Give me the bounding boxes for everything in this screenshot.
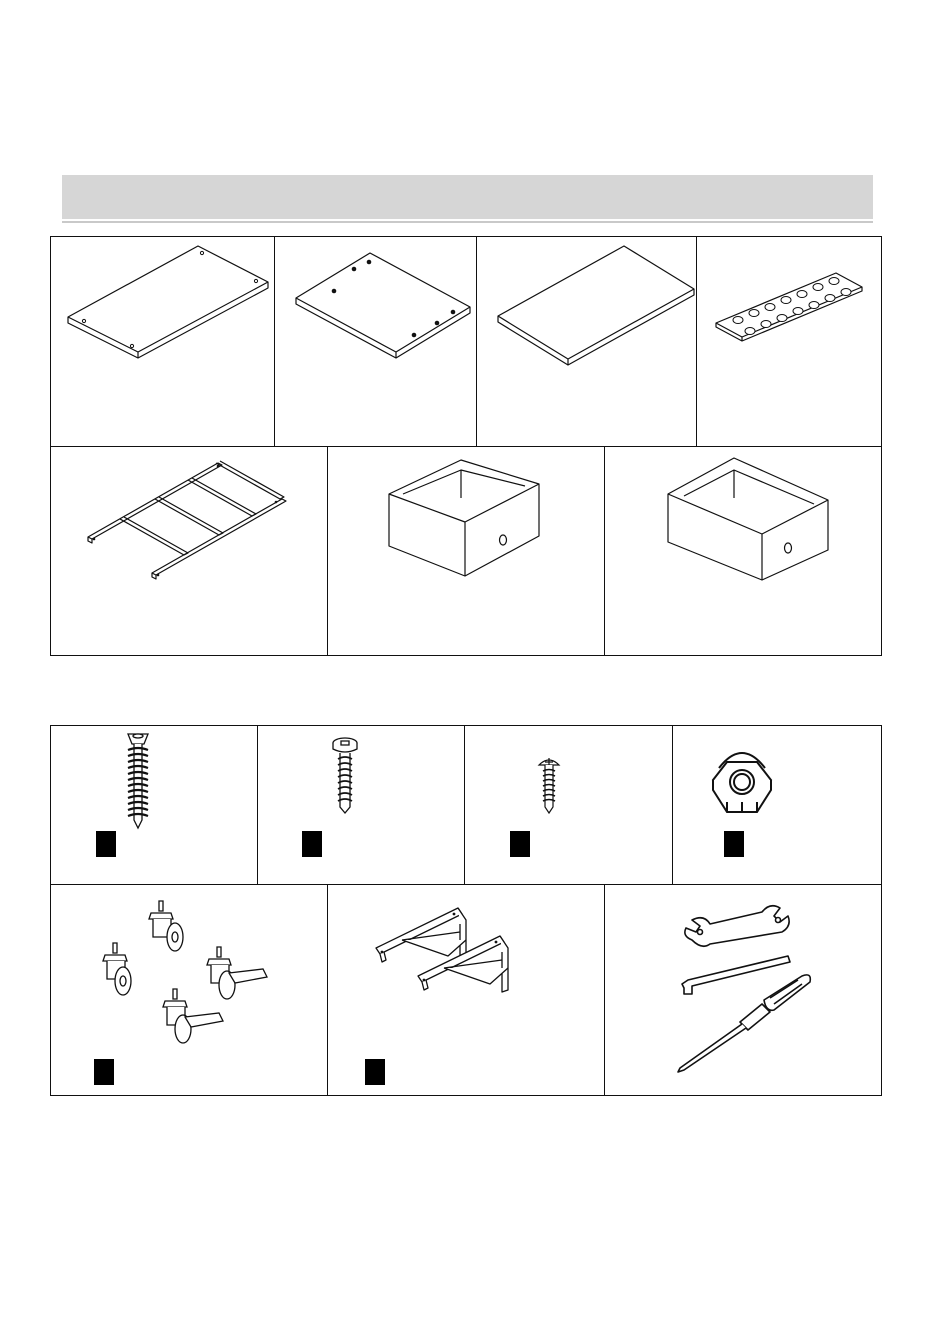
screw-m6-part-tag [302,831,322,857]
screw-icon [328,735,362,815]
bolt-icon [120,730,160,830]
hex-key-icon [682,956,790,994]
wrench-icon [685,906,789,947]
small-screw-icon [536,755,562,815]
caster-wheel-icon [95,895,285,1055]
tools-drawing [670,900,820,1080]
small-drawer-drawing [385,458,545,583]
folding-bracket-icon [372,900,522,1005]
section-header-bar [62,175,873,219]
brackets-part-tag [365,1059,385,1085]
bolt-part-tag [96,831,116,857]
perforated-strip-drawing [710,265,870,350]
screw-m4-part-tag [510,831,530,857]
large-drawer-drawing [664,456,844,586]
screwdriver-icon [678,975,810,1072]
section-header-rule [62,221,873,223]
nut-part-tag [724,831,744,857]
casters-part-tag [94,1059,114,1085]
side-panel-drawing [290,245,475,370]
shelf-panel-drawing [492,242,697,367]
top-panel-drawing [60,240,275,370]
cap-nut-icon [705,740,780,820]
ladder-frame-drawing [80,455,300,585]
